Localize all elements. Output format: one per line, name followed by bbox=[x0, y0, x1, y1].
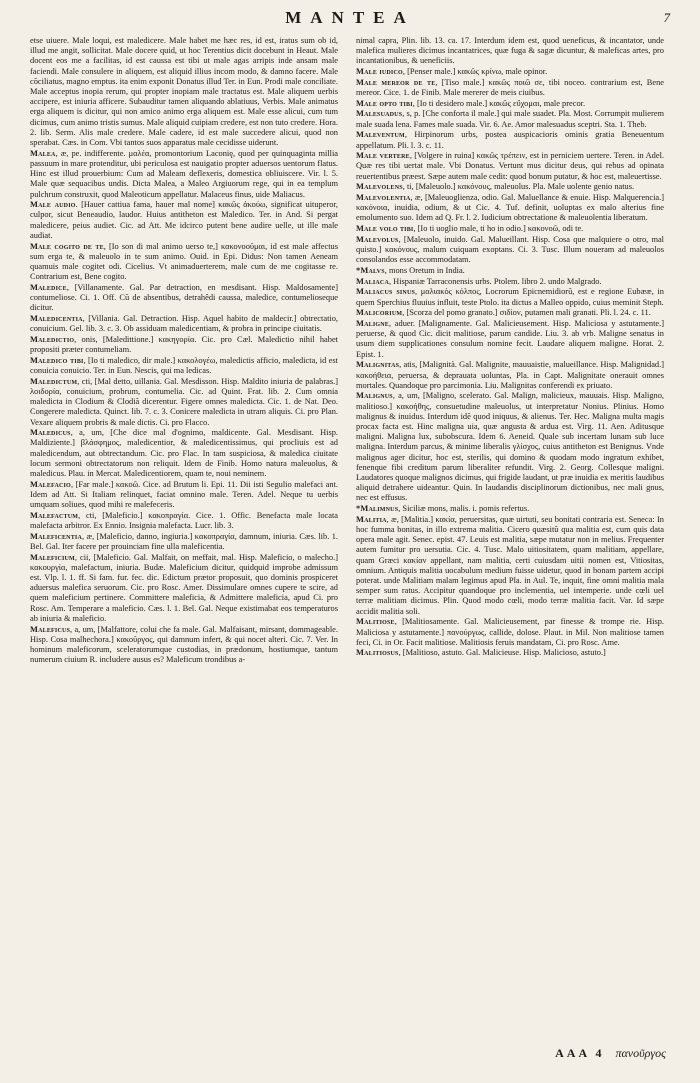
entry-text: , Hispaniæ Tarraconensis urbs. Ptolem. libro 2. undo Malgrado. bbox=[388, 276, 602, 286]
entry-headword: Maledice bbox=[30, 282, 67, 292]
dictionary-entry bbox=[30, 335, 338, 355]
signature-mark: AAA 4 bbox=[555, 1046, 605, 1060]
entry-text: , Hirpinorum urbs, postea auspicacioris ominis gratia Beneuentum appellatum. Pli. l. 3. c. 11. bbox=[356, 130, 664, 150]
entry-text: nimal capra, Plin. lib. 13. ca. 17. Interdum idem est, quod ueneficus, & incantator, unde malefica mulieres dicimus incantatrices, quæ fuga & sagæ dicuntur, & maleficas artes, pro incantationibus, & ueneficiis. bbox=[356, 36, 664, 66]
entry-headword: Male iudico bbox=[356, 67, 403, 77]
entry-text: , æ, [Malitia.] κακία, peruersitas, quæ uirtuti, seu bonitati contraria est. Seneca: In hoc fumma bonitas, in illo extrema malitia. Cicero quæsitũ qua malitia est, cum quis data opera male agit. Senec. epist. 47. Leuis est malitia, sæpe mutatur non in melius. Frequenter autem fumitur pro uersutia. Cic. 4. Tusc. Malo uitiositatem, quam malitiam, appellare, quam Græci κακίαν appellant, nam malitia, certi cuiusdam uitii nomen est, Vitiositas, omnium. Antiquis malitia uocabulum medium fuisse uidetur, quod in bonam partem accipi poterat. unde Malitiam malam legimus apud Pla. in Aul. Te, inquit, fine omni malitia mala semper sum ratus. Accipitur quandoque pro inclementia, uel intemperie. unde cœli uel terræ malitiam dicimus. Plin. Quod modo cœli, modo terræ malitia facit. Var. Id sæpe accidit malitia soli. bbox=[356, 514, 664, 616]
dictionary-entry bbox=[30, 36, 338, 148]
entry-headword: Malignitas bbox=[356, 360, 400, 370]
dictionary-entry bbox=[356, 360, 664, 391]
entry-headword: Malitiosus bbox=[356, 648, 399, 658]
dictionary-entry bbox=[356, 648, 664, 658]
entry-headword: Malefacio bbox=[30, 479, 71, 489]
dictionary-entry bbox=[356, 266, 664, 276]
dictionary-entry bbox=[356, 182, 664, 192]
dictionary-entry bbox=[356, 504, 664, 514]
entry-text: , [Scorza del pomo granato.] σιδίον, putamen mali granati. Pli. l. 24. c. 11. bbox=[402, 308, 651, 318]
dictionary-entry bbox=[356, 308, 664, 318]
entry-text: , [Far male.] κακοῶ. Cice. ad Brutum li. Epi. 11. Dii isti Segulio malefaci ant. Idem ad Att. Si Italiam relinquet, faciat omnino male. Teren. Adel. Neque tu uerbis umquam soliues, quod mihi re malefeceris. bbox=[30, 479, 338, 510]
running-head: MANTEA bbox=[285, 8, 415, 27]
dictionary-entry bbox=[356, 109, 664, 129]
right-column bbox=[356, 36, 664, 1036]
dictionary-entry bbox=[356, 319, 664, 360]
dictionary-entry bbox=[356, 99, 664, 109]
entry-headword: *Malvs bbox=[356, 265, 385, 275]
catchword: πανοῦργος bbox=[615, 1046, 666, 1060]
entry-headword: *Malimnus bbox=[356, 504, 399, 514]
entry-headword: Male mereor de te bbox=[356, 77, 436, 87]
dictionary-entry bbox=[356, 36, 664, 67]
entry-text: , [Io ti desidero male.] κακῶς εὔχομαι, male precor. bbox=[412, 98, 586, 108]
dictionary-entry bbox=[30, 480, 338, 511]
entry-text: , cii, [Maleficio. Gal. Malfait, on meffait, mal. Hisp. Maleficio, o malecho.] κακουργία, malefactum, iniuria. Budæ. Maleficium dicitur, quidquid improbe admissum est. Vlp. l. 1. ff. Si fam. fur. fec. dic. Edictum prætor proposuit, quo dominis prospiceret aduersus malefica seruorum. Cic. pro Rosc. Amer. Dissimulare omnes cupere te scire, ad quem maleficium pertinere. Committere maleficia, & Admittere maleficia, apud Ci. pro Rosc. Am. Temperare a maleficio. Cæs. l. 1. Bel. Gal. Neque existimabat eos temperaturos ab iniuria & maleficio. bbox=[30, 552, 338, 623]
entry-text: , a, um, [Maligno, scelerato. Gal. Malign, malicieux, mauuais. Hisp. Maligno, malitioso.] κακοήθης, consuetudine maleuolus, ut interpretatur Nonius. Plinius. Homo malignus & inuidus. Interdum idẽ quod iniquus, & alienus. Ter. Hec. Maligna multa magis procax facta est. Hinc maligna uia, quæ angusta & ardua est. Virg. 11. Aen. Aditusque maligni. Maligna lux, subobscura. Idem 6. Aeneid. Quale sub incertam lunam sub luce maligna. Interdum parcus, & minime liberalis γλίσχος, cuius antitheton est Benignus. Vnde malignus ager dicitur, hoc est, sterilis, qui domino & quodam modo ingratum exhibet, fenenque fibi creditum parum liberaliter refundit. Virg. 2. Georg. Collesque maligni. Laudatores quoque malignos dicimus, qui frigide laudant, ut præ inuidia ex meritis laudibus aliquid detrahere uideantur. Quin. In laudandis disciplinorum dictionibus, nec mali gnus, nec est effusus. bbox=[356, 391, 664, 503]
entry-text: , aduer. [Malignamente. Gal. Malicieusement. Hisp. Maliciosa y astutamente.] peruerse, & quod Cic. dicit malitiose, parum candide. Liu. 3. ab vrb. Maligne senatus in usum diem supplicationes consulum nomine fecit. Laudare aliquem maligne. Horat. 2. Epist. 1. bbox=[356, 318, 664, 359]
left-column bbox=[30, 36, 338, 1036]
entry-text: , [Io ti uoglio male, ti ho in odio.] κακονοῶ, odi te. bbox=[413, 224, 584, 234]
dictionary-entry bbox=[356, 391, 664, 503]
dictionary-entry bbox=[356, 287, 664, 307]
entry-headword: Maleventum bbox=[356, 130, 405, 140]
dictionary-entry bbox=[356, 78, 664, 98]
entry-headword: Malevolentia bbox=[356, 193, 411, 203]
dictionary-entry bbox=[356, 130, 664, 150]
entry-headword: Male audio bbox=[30, 200, 76, 210]
dictionary-entry bbox=[30, 553, 338, 624]
entry-text: , cti, [Mal detto, uillania. Gal. Mesdisson. Hisp. Maldito iniuria de palabras.] λοιδορία, conuicium, probrum, contumelia. Cic. ad Quint. Frat. lib. 2. Cum omnia maledicta in Clodium & Clodiã dicerentur. Figere omnes maledicta. Cic. 1. de Nat. Deo. Congerere maledicta. Quinct. lib. 7. c. 3. Conicere maledicta in utram aliquis. Ci. pro Plan. Vexare aliquem probris & male dictis. Ci. pro Flacco. bbox=[30, 376, 338, 427]
entry-text: , æ, [Maleficio, danno, ingiuria.] κακοπραγία, damnum, iniuria. Cæs. lib. 1. Bel. Gal. Iter facere per prouinciam fine ulla maleficentia. bbox=[30, 531, 338, 551]
entry-headword: Male opto tibi bbox=[356, 98, 413, 108]
dictionary-entry bbox=[30, 532, 338, 552]
entry-text: , atis, [Malignità. Gal. Malignite, mauuaistie, malueillance. Hisp. Malignidad.] κακοήθεια, peruersa, & deprauata uoluntas, Pla. in Capt. Malignitate onerauit omnes mortales. Quandoque pro parcimonia. Liu. Malignitas conferendi ex priuato. bbox=[356, 360, 664, 390]
entry-headword: Malesuadus bbox=[356, 109, 403, 119]
dictionary-entry bbox=[356, 193, 664, 224]
dictionary-entry bbox=[356, 235, 664, 266]
entry-headword: Malicorium bbox=[356, 308, 403, 318]
entry-text: , onis, [Maledittione.] κακηγορία. Cic. pro Cæl. Maledictio nihil habet propositi præter contumeliam. bbox=[30, 334, 338, 355]
entry-text: , [Volgere in ruina] κακῶς τρέπειν, est in perniciem uertere. Teren. in Adel. Quæ res tibi uertat male. Vbi Donatus. Vertunt mus dicitur deus, qui rebus ad opinata reuertentibus præest. Sæpe autem male cedit: quod bonum putatur, & hoc est, maleuertisse. bbox=[356, 151, 664, 181]
entry-text: , [Tiso male.] κακῶς ποιῶ σε, tibi noceo. contrarium est, Bene mereor. Cice. 1. de Finib. Male mererer de meis ciuibus. bbox=[356, 77, 664, 98]
dictionary-entry bbox=[30, 242, 338, 283]
entry-headword: Maledicentia bbox=[30, 313, 83, 323]
page-footer bbox=[555, 1046, 666, 1061]
entry-headword: Malignus bbox=[356, 391, 393, 401]
entry-text: , μαλιακὸς κόλπος, Locrorum Epicnemidiorũ, est e regione Eubææ, in quem Sperchius fluuius influit, teste Ptolo. ita dictus a Malleo oppido, cuius meminit Steph. bbox=[356, 287, 664, 307]
dictionary-entry bbox=[30, 149, 338, 200]
entry-headword: Malitia bbox=[356, 514, 387, 524]
dictionary-entry bbox=[30, 377, 338, 428]
entry-text: , Siciliæ mons, malis. i. pomis refertus. bbox=[398, 504, 530, 514]
entry-headword: Maligne bbox=[356, 318, 389, 328]
entry-headword: Male volo tibi bbox=[356, 224, 414, 234]
entry-headword: Male cogito de te bbox=[30, 241, 104, 251]
entry-text: etse uiuere. Male loqui, est maledicere. Male habet me hæc res, id est, iratus sum ob id, illud me angit, sollicitat. Male docere quid, ut hoc Terentius dicit docebunt in Heaut. Male docent eos me a facilitas, id est caussa est tibi ut male agas arripis inde ansam male faciendi. Male consulere in aliquem, est aliquid illius incom modo, & damno facere. Male cõciliatus, magno emptus. ita enim exponit Donatus illud Ter. in Eun. Prodi male conciliate. Male acceptus inopia rerum, qui propter inopiam male tractatus est. Male aliquem uerbis accipere, est iniuria afficere. Subauditur tamen aliquando ablatiuus, Verbis. Male animatus erga aliquem is dicitur, qui non amico animo erga aliquem est. Male esse alicui, cum tum dicimus, cum animo tristis sumus. Male aliquid cuipiam credere, est non tuto credere. Hora. 2. lib. Serm. Alis male credere. Male cadere, id est male succedere alicui, quod non sperabat. Cæs. in Com. Vbi tantos suos apparatus male cecidisse uiderunt. bbox=[30, 36, 338, 148]
dictionary-entry bbox=[30, 511, 338, 531]
entry-text: , [Io ti maledico, dir male.] κακολογέω, maledictis afficio, maledicta, id est conuicia conuicio. Ter. in Eun. Nescis, qui ma ledicas. bbox=[30, 355, 338, 375]
dictionary-entry bbox=[30, 625, 338, 666]
page-header bbox=[28, 8, 672, 34]
entry-text: , [Io son di mal animo uerso te,] κακονοοῦμαι, id est male affectus sum erga te, & maleuolo in te sum animo. Ouid. in Epi. Didus: Non tamen Aeneam quamuis male cogitet odi. Cicelius. Vt animaduerterem, male cum de me cogitasse re. Contrarium est, Bene cogito. bbox=[30, 241, 338, 282]
page-number: 7 bbox=[663, 10, 670, 25]
entry-headword: Male vertere bbox=[356, 151, 410, 161]
entry-text: , ti, [Maleuolo.] κακόνους, maleuolus. Pla. Male uolente genio natus. bbox=[402, 182, 635, 192]
entry-text: , cti, [Maleficio.] κακοπραγία. Cice. 1. Offic. Benefacta male locata malefacta arbitror. Ex Ennio. Insignia malefacta. Lucr. lib. 3. bbox=[30, 510, 338, 531]
entry-text: , æ, pe. indifferente. μαλέα, promontorium Laconię, quod per quinquaginta millia passuum in mare protenditur, ubi periculosa est nauigatio propter aduersos uentorum flatus. Hinc est illud prouerbium: Cum ad Maleam deflexeris, domestica obliuiscere. Vir. l. 5. Male quæ sequacibus undis. Dicta Malea, a Maleo Argiuorum rege, qui in ea templum pulchrum construxit, quod Maleoticum appellatur. Malaceus finus, uide Maliacus. bbox=[30, 148, 338, 199]
dictionary-entry bbox=[30, 428, 338, 479]
entry-text: , s, p. [Che conforta il male.] qui male suadet. Pla. Most. Corrumpit mulierem male suada lena. Fames male suada. Vir. 6. Ae. Amor malesuadus sceptri. Sta. 1. Theb. bbox=[356, 109, 664, 129]
entry-headword: Malevolus bbox=[356, 234, 399, 244]
entry-headword: Maliacus sinus bbox=[356, 287, 416, 297]
entry-headword: Maledictio bbox=[30, 334, 75, 344]
entry-text: , mons Oretum in India. bbox=[384, 265, 465, 275]
dictionary-entry bbox=[30, 283, 338, 314]
entry-headword: Maliaca bbox=[356, 276, 389, 286]
entry-headword: Malitiose bbox=[356, 617, 395, 627]
dictionary-entry bbox=[30, 314, 338, 334]
dictionary-entry bbox=[356, 277, 664, 287]
entry-headword: Malefactum bbox=[30, 510, 79, 520]
dictionary-entry bbox=[356, 67, 664, 77]
entry-text: , [Maleuolo, inuido. Gal. Malueillant. Hisp. Cosa que malquiere o otro, mal quisto.] κακόνους, malum cuiquam exoptans. Ci. 3. Tusc. Illum noueram ad maleuolos consolandos esse accommodatam. bbox=[356, 234, 664, 265]
entry-text: , [Villanamente. Gal. Par detraction, en mesdisant. Hisp. Maldosamente] contumeliose. Ci. 1. Off. Cũ de absentibus, detrahêdi caussa, maledice, contumelioseque dicitur. bbox=[30, 282, 338, 313]
entry-text: , [Villania. Gal. Detraction. Hisp. Aquel habito de maldecir.] obtrectatio, conuicium. Gel. lib. 3. c. 3. Ob assiduam maledicentiam, & probra in principe ciuitatis. bbox=[30, 313, 338, 334]
entry-headword: Maledico tibi bbox=[30, 355, 84, 365]
entry-headword: Maledictum bbox=[30, 376, 78, 386]
entry-headword: Maleficus bbox=[30, 624, 71, 634]
entry-headword: Maleficium bbox=[30, 552, 75, 562]
dictionary-entry bbox=[30, 200, 338, 241]
entry-text: . [Hauer cattiua fama, hauer mal nome] κακῶς ἀκούω, significat uituperor, culpor, sicut Beneaudio, laudor. Huius antitheton est Maledico. Ter. in And. Si pergat maledicere, peius audiet. Cic. ad Att. Me idcirco putent bene audire uelle, ut ille male audiat. bbox=[30, 200, 338, 240]
dictionary-entry bbox=[30, 356, 338, 376]
entry-headword: Malevolens bbox=[356, 182, 403, 192]
entry-text: , a, um, [Che dice mal d'ognimo, maldicente. Gal. Mesdisant. Hisp. Maldiziente.] βλάσφημος, maledicentior, & maledicentissimus, qui procliuis est ad maledicendum, aut obtrectandum. Cic. pro Flac. In tam suspiciosa, & maledica ciuitate locum sermoni obtrectatorum non reliquit. Idem de Finib. Homo natura maleuolus, & maledicus. Plau. in Mercat. Maledicentiorem, quam te, noui neminem. bbox=[30, 428, 338, 479]
entry-text: , a, um, [Malfattore, colui che fa male. Gal. Malfaisant, mirsant, dommageable. Hisp. Cosa malhechora.] κακοῦργος, qui damnum infert, & qui nocet alteri. Cic. 7. Ver. In hominum maleficorum, sceleratorumque custodias, in prædonum, hostiumque, tantum numerum ciuium R. includere ausus es? Maleficum trondibus a- bbox=[30, 624, 338, 665]
dictionary-entry bbox=[356, 515, 664, 617]
dictionary-entry bbox=[356, 151, 664, 182]
entry-text: , [Penser male.] κακῶς κρίνω, male opinor. bbox=[402, 67, 548, 77]
entry-headword: Maleficentia bbox=[30, 531, 82, 541]
entry-text: , [Malitiosamente. Gal. Malicieusement, par finesse & trompe rie. Hisp. Maliciosa y astutamente.] πανούργως, callide, dolose. Plaut. in Mil. Non malitiose tamen feci, Ci. in Or. Facit malitiose. Malitiosis feruis mandatam, Ci. pro Rosc. Ame. bbox=[356, 617, 664, 647]
entry-text: , [Malitioso, astuto. Gal. Malicieuse. Hisp. Malicioso, astuto.] bbox=[398, 648, 606, 658]
entry-headword: Maledicus bbox=[30, 428, 71, 438]
entry-text: , æ, [Maleuoglienza, odio. Gal. Maluellance & enuie. Hisp. Malquerencia.] κακόνοια, inuidia, odium, & ut Cic. 4. Tuf. definit, uoluptas ex malo alterius fine emolumento suo. Idem ad Q. Fr. l. 2. Iudicium obtrectatione & maleuolentia liberatum. bbox=[356, 193, 664, 223]
dictionary-entry bbox=[356, 617, 664, 648]
entry-headword: Malea bbox=[30, 148, 56, 158]
dictionary-entry bbox=[356, 224, 664, 234]
